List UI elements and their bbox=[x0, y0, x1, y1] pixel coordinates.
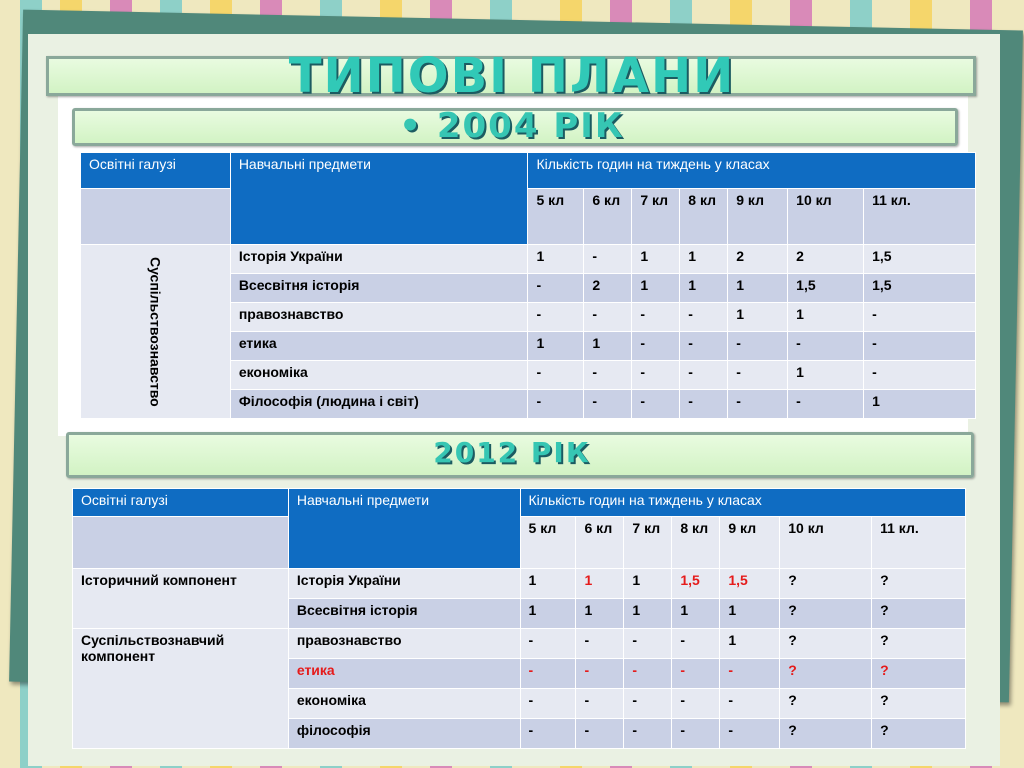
hours-cell: 1,5 bbox=[864, 245, 976, 274]
hours-cell: 1 bbox=[624, 599, 672, 629]
hours-cell: - bbox=[864, 332, 976, 361]
area-cell: Історичний компонент bbox=[73, 569, 289, 629]
grade-header: 8 кл bbox=[680, 189, 728, 245]
hours-cell: 1 bbox=[864, 390, 976, 419]
hours-cell: - bbox=[520, 719, 576, 749]
header-area-blank bbox=[81, 189, 231, 245]
hours-cell: - bbox=[728, 361, 788, 390]
hours-cell: - bbox=[864, 303, 976, 332]
hours-cell: - bbox=[672, 659, 720, 689]
hours-cell: - bbox=[528, 390, 584, 419]
hours-cell: 1 bbox=[632, 274, 680, 303]
hours-cell: - bbox=[624, 689, 672, 719]
hours-cell: - bbox=[864, 361, 976, 390]
hours-cell: - bbox=[680, 332, 728, 361]
hours-cell: 1,5 bbox=[788, 274, 864, 303]
hours-cell: ? bbox=[780, 689, 872, 719]
area-cell: Суспільствознавчий компонент bbox=[73, 629, 289, 749]
subject-cell: Історія України bbox=[288, 569, 520, 599]
hours-cell: 1 bbox=[624, 569, 672, 599]
hours-cell: 1 bbox=[632, 245, 680, 274]
hours-cell: - bbox=[672, 719, 720, 749]
grade-header: 9 кл bbox=[728, 189, 788, 245]
hours-cell: ? bbox=[780, 629, 872, 659]
hours-cell: 2 bbox=[788, 245, 864, 274]
header-subjects: Навчальні предмети bbox=[288, 489, 520, 569]
hours-cell: - bbox=[632, 390, 680, 419]
subject-cell: правознавство bbox=[230, 303, 528, 332]
subject-cell: етика bbox=[230, 332, 528, 361]
hours-cell: - bbox=[520, 689, 576, 719]
header-hours: Кількість годин на тиждень у класах bbox=[520, 489, 965, 517]
table-row bbox=[73, 569, 966, 599]
hours-cell: 1 bbox=[720, 599, 780, 629]
header-area: Освітні галузі bbox=[73, 489, 289, 517]
hours-cell: - bbox=[584, 303, 632, 332]
subject-cell: Всесвітня історія bbox=[230, 274, 528, 303]
hours-cell: - bbox=[584, 245, 632, 274]
subject-cell: економіка bbox=[230, 361, 528, 390]
hours-cell: - bbox=[788, 390, 864, 419]
hours-cell: - bbox=[528, 361, 584, 390]
hours-cell: 1 bbox=[720, 629, 780, 659]
slide-title: ТИПОВІ ПЛАНИ bbox=[288, 48, 736, 104]
subject-cell: філософія bbox=[288, 719, 520, 749]
curriculum-table-2004 bbox=[80, 152, 976, 419]
header-area: Освітні галузі bbox=[81, 153, 231, 189]
hours-cell: 1 bbox=[528, 332, 584, 361]
subject-cell: Історія України bbox=[230, 245, 528, 274]
hours-cell: 1 bbox=[728, 274, 788, 303]
hours-cell: ? bbox=[872, 599, 966, 629]
hours-cell: 1 bbox=[672, 599, 720, 629]
hours-cell: 2 bbox=[728, 245, 788, 274]
hours-cell: 1 bbox=[584, 332, 632, 361]
hours-cell: 1 bbox=[528, 245, 584, 274]
hours-cell: - bbox=[624, 719, 672, 749]
hours-cell: - bbox=[672, 629, 720, 659]
hours-cell: ? bbox=[872, 629, 966, 659]
hours-cell: 1,5 bbox=[864, 274, 976, 303]
header-area-blank bbox=[73, 517, 289, 569]
hours-cell: - bbox=[632, 332, 680, 361]
hours-cell: 1 bbox=[520, 599, 576, 629]
hours-cell: 1,5 bbox=[672, 569, 720, 599]
subject-cell: Філософія (людина і світ) bbox=[230, 390, 528, 419]
header-hours: Кількість годин на тиждень у класах bbox=[528, 153, 976, 189]
grade-header: 8 кл bbox=[672, 517, 720, 569]
grade-header: 7 кл bbox=[624, 517, 672, 569]
hours-cell: - bbox=[680, 390, 728, 419]
subject-cell: Всесвітня історія bbox=[288, 599, 520, 629]
hours-cell: - bbox=[576, 629, 624, 659]
hours-cell: - bbox=[584, 390, 632, 419]
hours-cell: ? bbox=[780, 659, 872, 689]
grade-header: 10 кл bbox=[780, 517, 872, 569]
hours-cell: - bbox=[720, 659, 780, 689]
hours-cell: 1 bbox=[728, 303, 788, 332]
hours-cell: - bbox=[576, 659, 624, 689]
hours-cell: - bbox=[576, 719, 624, 749]
hours-cell: - bbox=[632, 303, 680, 332]
hours-cell: ? bbox=[780, 599, 872, 629]
hours-cell: - bbox=[584, 361, 632, 390]
subject-cell: правознавство bbox=[288, 629, 520, 659]
grade-header: 5 кл bbox=[520, 517, 576, 569]
table-row bbox=[73, 629, 966, 659]
subject-cell: етика bbox=[288, 659, 520, 689]
hours-cell: 1 bbox=[576, 599, 624, 629]
hours-cell: - bbox=[720, 689, 780, 719]
hours-cell: ? bbox=[872, 569, 966, 599]
hours-cell: 1 bbox=[680, 245, 728, 274]
hours-cell: - bbox=[672, 689, 720, 719]
curriculum-table-2012 bbox=[72, 488, 966, 749]
header-subjects: Навчальні предмети bbox=[230, 153, 528, 245]
hours-cell: - bbox=[520, 629, 576, 659]
grade-header: 6 кл bbox=[584, 189, 632, 245]
table-row bbox=[81, 245, 976, 274]
area-cell: Суспільствознавство bbox=[81, 245, 231, 419]
hours-cell: 1 bbox=[788, 361, 864, 390]
hours-cell: 2 bbox=[584, 274, 632, 303]
grade-header: 5 кл bbox=[528, 189, 584, 245]
hours-cell: - bbox=[528, 274, 584, 303]
subtitle-2004: • 2004 РІК bbox=[399, 106, 625, 146]
hours-cell: 1 bbox=[576, 569, 624, 599]
hours-cell: ? bbox=[780, 719, 872, 749]
hours-cell: - bbox=[576, 689, 624, 719]
hours-cell: 1,5 bbox=[720, 569, 780, 599]
hours-cell: ? bbox=[872, 689, 966, 719]
grade-header: 10 кл bbox=[788, 189, 864, 245]
grade-header: 6 кл bbox=[576, 517, 624, 569]
subtitle-2012: 2012 РІК bbox=[433, 436, 591, 469]
hours-cell: - bbox=[680, 303, 728, 332]
hours-cell: - bbox=[632, 361, 680, 390]
hours-cell: - bbox=[680, 361, 728, 390]
hours-cell: - bbox=[624, 659, 672, 689]
hours-cell: - bbox=[624, 629, 672, 659]
hours-cell: 1 bbox=[520, 569, 576, 599]
hours-cell: - bbox=[520, 659, 576, 689]
hours-cell: - bbox=[728, 332, 788, 361]
grade-header: 7 кл bbox=[632, 189, 680, 245]
hours-cell: ? bbox=[780, 569, 872, 599]
hours-cell: - bbox=[720, 719, 780, 749]
hours-cell: 1 bbox=[680, 274, 728, 303]
hours-cell: ? bbox=[872, 659, 966, 689]
grade-header: 9 кл bbox=[720, 517, 780, 569]
hours-cell: - bbox=[788, 332, 864, 361]
hours-cell: 1 bbox=[788, 303, 864, 332]
hours-cell: - bbox=[728, 390, 788, 419]
hours-cell: - bbox=[528, 303, 584, 332]
grade-header: 11 кл. bbox=[864, 189, 976, 245]
hours-cell: ? bbox=[872, 719, 966, 749]
grade-header: 11 кл. bbox=[872, 517, 966, 569]
subject-cell: економіка bbox=[288, 689, 520, 719]
